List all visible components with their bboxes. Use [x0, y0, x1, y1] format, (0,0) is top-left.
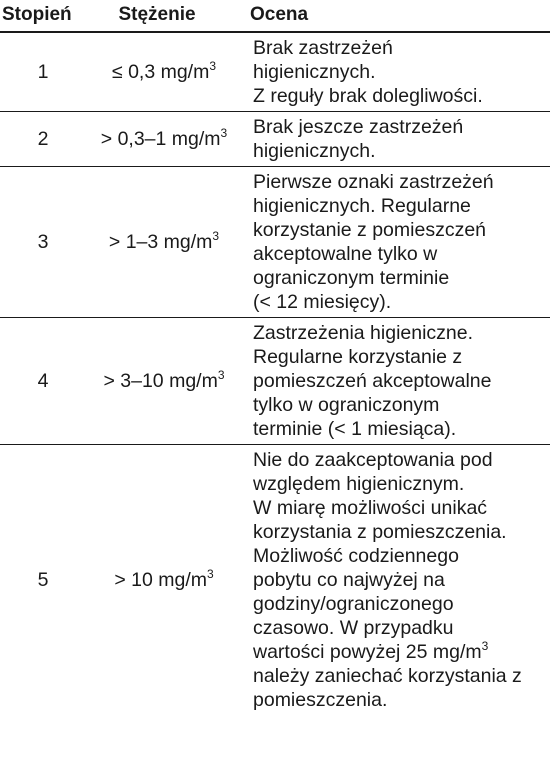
evaluation-line: [253, 448, 546, 472]
evaluation-text: Nie do zaakceptowania pod: [253, 449, 493, 471]
evaluation-text: akceptowalne tylko w: [253, 243, 438, 265]
evaluation-text: pomieszczeń akceptowalne: [253, 370, 492, 392]
evaluation-line: [253, 218, 546, 242]
evaluation-text: Regularne korzystanie z: [253, 346, 463, 368]
evaluation-cell: [242, 32, 550, 112]
evaluation-text: higienicznych. Regularne: [253, 195, 471, 217]
unit-exponent: 3: [206, 567, 214, 581]
evaluation-line: [253, 36, 546, 60]
header-evaluation: Ocena: [242, 0, 550, 32]
evaluation-line: [253, 592, 546, 616]
level-cell: 4: [0, 318, 90, 445]
table-row: [0, 167, 550, 318]
table-row: [0, 318, 550, 445]
concentration-cell: [90, 112, 242, 167]
header-level: Stopień: [0, 0, 90, 32]
concentration-value: > 3–10 mg/m: [103, 370, 218, 392]
evaluation-line: [253, 616, 546, 640]
evaluation-text: należy zaniechać korzystania z: [253, 665, 522, 687]
evaluation-text: godziny/ograniczonego: [253, 593, 454, 615]
evaluation-line: [253, 640, 546, 664]
evaluation-text: Z reguły brak dolegliwości.: [253, 85, 483, 107]
evaluation-line: [253, 520, 546, 544]
evaluation-text: czasowo. W przypadku: [253, 617, 454, 639]
evaluation-cell: [242, 112, 550, 167]
evaluation-text: Zastrzeżenia higieniczne.: [253, 322, 474, 344]
concentration-cell: [90, 318, 242, 445]
evaluation-line: [253, 321, 546, 345]
evaluation-text: higienicznych.: [253, 61, 376, 83]
evaluation-cell: [242, 167, 550, 318]
evaluation-line: [253, 417, 546, 441]
table-header-row: [0, 0, 550, 32]
evaluation-text: korzystanie z pomieszczeń: [253, 219, 487, 241]
evaluation-text: (< 12 miesięcy).: [253, 291, 392, 313]
evaluation-line: [253, 664, 546, 688]
evaluation-line: [253, 688, 546, 712]
concentration-value: > 0,3–1 mg/m: [100, 128, 221, 150]
unit-exponent: 3: [481, 639, 489, 653]
evaluation-text: Brak zastrzeżeń: [253, 37, 393, 59]
evaluation-line: [253, 290, 546, 314]
table-row: [0, 112, 550, 167]
concentration-cell: [90, 167, 242, 318]
evaluation-text: względem higienicznym.: [253, 473, 465, 495]
evaluation-line: [253, 472, 546, 496]
evaluation-line: [253, 194, 546, 218]
evaluation-line: [253, 84, 546, 108]
concentration-value: > 1–3 mg/m: [108, 231, 213, 253]
evaluation-text: terminie (< 1 miesiąca).: [253, 418, 457, 440]
evaluation-line: [253, 115, 546, 139]
evaluation-line: [253, 544, 546, 568]
level-cell: 2: [0, 112, 90, 167]
evaluation-text: Pierwsze oznaki zastrzeżeń: [253, 171, 494, 193]
evaluation-text: korzystania z pomieszczenia.: [253, 521, 507, 543]
evaluation-text: pobytu co najwyżej na: [253, 569, 445, 591]
concentration-value: > 10 mg/m: [114, 569, 207, 591]
evaluation-line: [253, 170, 546, 194]
evaluation-text: W miarę możliwości unikać: [253, 497, 488, 519]
evaluation-cell: [242, 318, 550, 445]
evaluation-text: Brak jeszcze zastrzeżeń: [253, 116, 464, 138]
concentration-cell: [90, 32, 242, 112]
evaluation-text: Możliwość codziennego: [253, 545, 459, 567]
concentration-value: ≤ 0,3 mg/m: [111, 61, 210, 83]
table-body: [0, 32, 550, 715]
evaluation-text: higienicznych.: [253, 140, 376, 162]
level-cell: 1: [0, 32, 90, 112]
unit-exponent: 3: [209, 59, 217, 73]
evaluation-text: ograniczonym terminie: [253, 267, 450, 289]
evaluation-line: [253, 242, 546, 266]
evaluation-line: [253, 139, 546, 163]
header-concentration: Stężenie: [90, 0, 242, 32]
concentration-cell: [90, 445, 242, 716]
table-row: [0, 32, 550, 112]
evaluation-line: [253, 369, 546, 393]
evaluation-line: [253, 496, 546, 520]
table-row: [0, 445, 550, 716]
unit-exponent: 3: [217, 368, 225, 382]
evaluation-line: [253, 345, 546, 369]
evaluation-cell: [242, 445, 550, 716]
unit-exponent: 3: [212, 229, 220, 243]
level-cell: 3: [0, 167, 90, 318]
evaluation-line: [253, 568, 546, 592]
level-cell: 5: [37, 569, 49, 591]
evaluation-text: tylko w ograniczonym: [253, 394, 440, 416]
evaluation-line: [253, 60, 546, 84]
unit-exponent: 3: [220, 126, 228, 140]
evaluation-text: wartości powyżej 25 mg/m: [253, 641, 482, 663]
evaluation-text: pomieszczenia.: [253, 689, 388, 711]
evaluation-line: [253, 393, 546, 417]
evaluation-line: [253, 266, 546, 290]
